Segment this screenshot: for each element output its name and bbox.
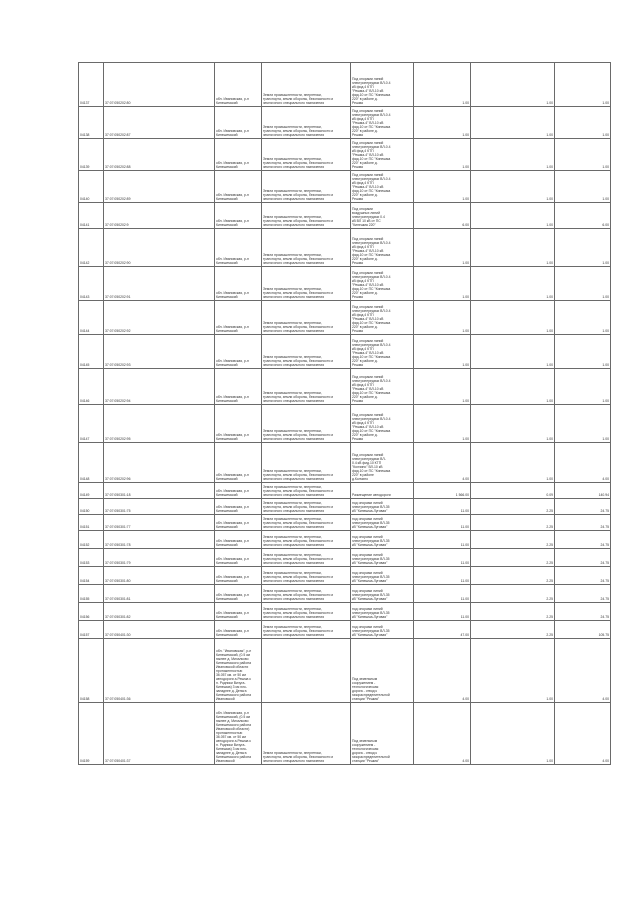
area-value: 1.00 [414,405,471,443]
cadastral-number: 37:07:050202:96 [104,443,215,483]
cadastral-number: 37:07:050202:92 [104,301,215,335]
record-number: 04147 [79,405,104,443]
total-value: 24.75 [555,549,611,567]
address: обл. Ивановская, р-н Кинешемский [215,603,262,621]
total-value: 1.00 [555,335,611,369]
record-number: 04150 [79,499,104,515]
rate-value: 2.25 [471,549,555,567]
permitted-use: под опорами линий электропередачи ВЛ-35 кВ "Кинешма-Луговая" [351,549,414,567]
cadastral-number: 37:07:050202:91 [104,267,215,301]
address: обл. Ивановская, р-н Кинешемский [215,171,262,203]
cadastral-number: 37:07:050202:87 [104,107,215,139]
cadastral-number: 37:07:050202:88 [104,139,215,171]
total-value: 1.00 [555,267,611,301]
record-number: 04158 [79,639,104,703]
address: обл. "Ивановская", р-н Кинешемский, (0.5 км южнее д. Михалково Кинешемского района Ивановской области протяженностью 36.057 км. от 50 км автодороги а.Решма к п. Родники Вичуга- Кинешма) 3 км юго- западнее д. Деньга Кинешемского района Ивановской [215,639,262,703]
rate-value: 1.00 [471,203,555,229]
total-value: 24.75 [555,515,611,531]
area-value: 1.00 [414,139,471,171]
rate-value: 1.00 [471,405,555,443]
land-category: Земли промышленности, энергетики, транспорта, земли обороны, безопасности и земли иного специального назначения [262,585,351,603]
area-value: 4.00 [414,443,471,483]
land-category: Земли промышленности, энергетики, транспорта, земли обороны, безопасности и земли иного специального назначения [262,443,351,483]
land-category: Земли промышленности, энергетики, транспорта, земли обороны, безопасности и земли иного специального назначения [262,171,351,203]
rate-value: 1.00 [471,639,555,703]
land-category: Земли промышленности, энергетики, транспорта, земли обороны, безопасности и земли иного специального назначения [262,567,351,585]
cadastral-number: 37:07:050301:82 [104,603,215,621]
cadastral-number: 37:07:050301:80 [104,567,215,585]
area-value: 47.00 [414,621,471,639]
table-row [79,515,611,531]
permitted-use: Под опорами линий электропередачи ВЛ-0.4 кВ фид.4 КТП "Решма-4" ВЛ-10 кВ фид.10 от ПС "Кинешма 220" в районе д. Решма [351,335,414,369]
permitted-use: Под земельным сооружением - технологическая дорога - отвод к газораспределительной станции "Решма" [351,703,414,765]
cadastral-number: 37:07:050301:75 [104,499,215,515]
permitted-use: под опорами линий электропередачи ВЛ-35 кВ "Кинешма-Луговая" [351,603,414,621]
record-number: 04149 [79,483,104,499]
land-category: Земли промышленности, энергетики, транспорта, земли обороны, безопасности и земли иного специального назначения [262,531,351,549]
permitted-use: Под опорами линий электропередачи ВЛ-0.4 кВ фид.4 КТП "Решма-4" ВЛ-10 кВ фид.10 от ПС "Кинешма 220" в районе д. Решма [351,63,414,107]
total-value: 1.00 [555,301,611,335]
record-number: 04138 [79,107,104,139]
land-category: Земли промышленности, энергетики, транспорта, земли обороны, безопасности и земли иного специального назначения [262,203,351,229]
table-row [79,585,611,603]
address: обл. Ивановская, р-н Кинешемский [215,483,262,499]
rate-value: 1.00 [471,107,555,139]
cadastral-number: 37:07:050202:94 [104,369,215,405]
area-value: 1.00 [414,267,471,301]
table-row [79,567,611,585]
rate-value: 2.25 [471,621,555,639]
table-row [79,443,611,483]
address: обл. Ивановская, р-н Кинешемский [215,107,262,139]
cadastral-number: 37:07:050202:9 [104,203,215,229]
land-category: Земли промышленности, энергетики, транспорта, земли обороны, безопасности и земли иного специального назначения [262,369,351,405]
record-number: 04151 [79,515,104,531]
address: обл. Ивановская, р-н Кинешемский [215,267,262,301]
permitted-use: под опорами линий электропередачи ВЛ-35 кВ "Кинешма-Луговая" [351,585,414,603]
area-value: 11.00 [414,515,471,531]
land-category: Земли промышленности, энергетики, транспорта, земли обороны, безопасности и земли иного специального назначения [262,335,351,369]
land-category: Земли промышленности, энергетики, транспорта, земли обороны, безопасности и земли иного специального назначения [262,499,351,515]
area-value: 11.00 [414,567,471,585]
permitted-use: Под опорами линий электропередачи ВЛ-0.4 кВ фид.4 КТП "Решма-4" ВЛ-10 кВ фид.10 от ПС "Кинешма 220" в районе д. Решма [351,301,414,335]
area-value: 1.00 [414,301,471,335]
table-row [79,639,611,703]
total-value: 1.00 [555,63,611,107]
address: обл. Ивановская, р-н Кинешемский [215,567,262,585]
cadastral-number: 37:07:050202:90 [104,229,215,267]
record-number: 04148 [79,443,104,483]
area-value: 4.00 [414,703,471,765]
land-category: Земли промышленности, энергетики, транспорта, земли обороны, безопасности и земли иного специального назначения [262,229,351,267]
address: обл. Ивановская, р-н Кинешемский [215,301,262,335]
cadastral-number: 37:07:050401:36 [104,639,215,703]
land-category: Земли промышленности, энергетики, транспорта, земли обороны, безопасности и земли иного специального назначения [262,267,351,301]
record-number: 04144 [79,301,104,335]
record-number: 04159 [79,703,104,765]
total-value: 4.00 [555,703,611,765]
table-row [79,703,611,765]
total-value: 4.00 [555,639,611,703]
table-row [79,229,611,267]
land-category: Земли промышленности, энергетики, транспорта, земли обороны, безопасности и земли иного специального назначения [262,703,351,765]
record-number: 04156 [79,603,104,621]
table-row [79,499,611,515]
record-number: 04137 [79,63,104,107]
cadastral-number: 37:07:050202:93 [104,335,215,369]
record-number: 04142 [79,229,104,267]
permitted-use: Под земельным сооружением - технологическая дорога - отвод к газораспределительной станции "Решма" [351,639,414,703]
total-value: 24.75 [555,603,611,621]
total-value: 1.00 [555,171,611,203]
land-category: Земли промышленности, энергетики, транспорта, земли обороны, безопасности и земли иного специального назначения [262,63,351,107]
land-category: Земли промышленности, энергетики, транспорта, земли обороны, безопасности и земли иного специального назначения [262,139,351,171]
area-value: 11.00 [414,531,471,549]
permitted-use: Под опорами линий электропередачи ВЛ-0.4 кВ фид.4 КТП "Решма-4" ВЛ-10 кВ фид.10 от ПС "Кинешма 220" в районе д. Решма [351,171,414,203]
table-row [79,63,611,107]
land-category: Земли промышленности, энергетики, транспорта, земли обороны, безопасности и земли иного специального назначения [262,483,351,499]
cadastral-number: 37:07:050301:18 [104,483,215,499]
permitted-use: под опорами линий электропередачи ВЛ-35 кВ "Кинешма-Луговая" [351,515,414,531]
permitted-use: Размещение автодороги [351,483,414,499]
record-number: 04141 [79,203,104,229]
table-row [79,267,611,301]
address: обл. Ивановская, р-н Кинешемский [215,405,262,443]
land-category: Земли промышленности, энергетики, транспорта, земли обороны, безопасности и земли иного специального назначения [262,621,351,639]
table-row [79,531,611,549]
rate-value: 1.00 [471,171,555,203]
area-value: 1.00 [414,107,471,139]
record-number: 04152 [79,531,104,549]
area-value: 1 566.00 [414,483,471,499]
permitted-use: Под опорами линий электропередачи ВЛ-0.4 кВ фид.4 КТП "Решма-4" ВЛ-10 кВ фид.10 от ПС "Кинешма 220" в районе д. Решма [351,139,414,171]
address: обл. Ивановская, р-н Кинешемский [215,139,262,171]
permitted-use: Под опорами линий электропередачи ВЛ-0.4 кВ фид.4 КТП "Решма-4" ВЛ-10 кВ фид.10 от ПС "Кинешма 220" в районе д. Решма [351,267,414,301]
land-register-table [78,62,611,765]
table-row [79,369,611,405]
table-row [79,621,611,639]
address: обл. Ивановская, р-н Кинешемский, (0.5 км южнее д. Михалково Кинешемского района Ивановской области) протяженностью 36.057 км. от 50 км автодороги а.Решма к п. Родники Вичуга- Кинешма) 3 км юго- западнее д. Деньга Кинешемского района Ивановской [215,703,262,765]
total-value: 4.00 [555,443,611,483]
land-category [262,639,351,703]
area-value: 11.00 [414,585,471,603]
permitted-use: под опорами линий электропередачи ВЛ-35 кВ "Кинешма-Луговая" [351,499,414,515]
total-value: 1.00 [555,405,611,443]
area-value: 6.00 [414,203,471,229]
land-category: Земли промышленности, энергетики, транспорта, земли обороны, безопасности и земли иного специального назначения [262,107,351,139]
cadastral-number: 37:07:050301:81 [104,585,215,603]
address: обл. Ивановская, р-н Кинешемский [215,229,262,267]
area-value: 1.00 [414,335,471,369]
record-number: 04157 [79,621,104,639]
area-value: 11.00 [414,549,471,567]
record-number: 04146 [79,369,104,405]
address: обл. Ивановская, р-н Кинешемский [215,585,262,603]
permitted-use: Под опорами линий электропередачи ВЛ-0.4 кВ фид.4 КТП "Решма-4" ВЛ-10 кВ фид.10 от ПС "Кинешма 220" в районе д. Решма [351,369,414,405]
address: обл. Ивановская, р-н Кинешемский [215,443,262,483]
land-category: Земли промышленности, энергетики, транспорта, земли обороны, безопасности и земли иного специального назначения [262,405,351,443]
permitted-use: Под опорами линий электропередачи ВЛ- 0.4 кВ фид.10 КТП "Колчино" ВЛ-10 кВ фид.10 от ПС "Кинешма 220" в районе д.Колчино [351,443,414,483]
record-number: 04145 [79,335,104,369]
table-row [79,483,611,499]
total-value: 1.00 [555,369,611,405]
address: обл. Ивановская, р-н Кинешемский [215,203,262,229]
total-value: 24.75 [555,585,611,603]
table-body [79,63,611,765]
permitted-use: под опорами линий электропередачи ВЛ-35 кВ "Кинешма-Луговая" [351,621,414,639]
address: обл. Ивановская, р-н Кинешемский [215,621,262,639]
permitted-use: Под опорами линий электропередачи ВЛ-0.4 кВ фид.4 КТП "Решма-4" ВЛ-10 кВ фид.10 от ПС "Кинешма 220" в районе д. Решма [351,107,414,139]
cadastral-number: 37:07:050202:89 [104,171,215,203]
record-number: 04154 [79,567,104,585]
land-category: Земли промышленности, энергетики, транспорта, земли обороны, безопасности и земли иного специального назначения [262,549,351,567]
rate-value: 1.00 [471,703,555,765]
rate-value: 1.00 [471,335,555,369]
total-value: 24.75 [555,499,611,515]
rate-value: 1.00 [471,369,555,405]
area-value: 1.00 [414,63,471,107]
rate-value: 1.00 [471,63,555,107]
cadastral-number: 37:07:050301:78 [104,531,215,549]
area-value: 1.00 [414,171,471,203]
table-row [79,549,611,567]
rate-value: 0.09 [471,483,555,499]
area-value: 1.00 [414,369,471,405]
total-value: 6.00 [555,203,611,229]
table-row [79,171,611,203]
table-row [79,203,611,229]
record-number: 04155 [79,585,104,603]
table-row [79,335,611,369]
permitted-use: Под опорами линий электропередачи ВЛ-0.4 кВ фид.4 КТП "Решма-4" ВЛ-10 кВ фид.10 от ПС "Кинешма 220" в районе д. Решма [351,229,414,267]
cadastral-number: 37:07:050301:77 [104,515,215,531]
table-row [79,107,611,139]
land-category: Земли промышленности, энергетики, транспорта, земли обороны, безопасности и земли иного специального назначения [262,515,351,531]
cadastral-number: 37:07:050202:80 [104,63,215,107]
cadastral-number: 37:07:050202:95 [104,405,215,443]
address: обл. Ивановская, р-н Кинешемский [215,335,262,369]
record-number: 04140 [79,171,104,203]
address: обл. Ивановская, р-н Кинешемский [215,531,262,549]
table-row [79,139,611,171]
record-number: 04143 [79,267,104,301]
table-row [79,603,611,621]
rate-value: 2.25 [471,515,555,531]
permitted-use: Под опорами воздушных линий электропередачи 0.4 кВ ВЛ 10 кВ от ПС "Кинешма 220" [351,203,414,229]
total-value: 1.00 [555,107,611,139]
total-value: 140.94 [555,483,611,499]
address: обл. Ивановская, р-н Кинешемский [215,369,262,405]
permitted-use: под опорами линий электропередачи ВЛ-35 кВ "Кинешма-Луговая" [351,567,414,585]
permitted-use: Под опорами линий электропередачи ВЛ-0.4 кВ фид.4 КТП "Решма-4" ВЛ-10 кВ фид.10 от ПС "Кинешма 220" в районе д. Решма [351,405,414,443]
rate-value: 1.00 [471,139,555,171]
rate-value: 2.25 [471,499,555,515]
area-value: 11.00 [414,499,471,515]
record-number: 04153 [79,549,104,567]
address: обл. Ивановская, р-н Кинешемский [215,499,262,515]
land-category: Земли промышленности, энергетики, транспорта, земли обороны, безопасности и земли иного специального назначения [262,603,351,621]
area-value: 1.00 [414,229,471,267]
area-value: 11.00 [414,603,471,621]
total-value: 24.75 [555,531,611,549]
total-value: 24.75 [555,567,611,585]
rate-value: 2.25 [471,531,555,549]
total-value: 1.00 [555,229,611,267]
cadastral-number: 37:07:050401:37 [104,703,215,765]
rate-value: 1.00 [471,267,555,301]
cadastral-number: 37:07:050301:79 [104,549,215,567]
table-row [79,405,611,443]
total-value: 1.00 [555,139,611,171]
land-category: Земли промышленности, энергетики, транспорта, земли обороны, безопасности и земли иного специального назначения [262,301,351,335]
address: обл. Ивановская, р-н Кинешемский [215,549,262,567]
rate-value: 2.25 [471,603,555,621]
rate-value: 2.25 [471,585,555,603]
cadastral-number: 37:07:050401:30 [104,621,215,639]
rate-value: 1.00 [471,443,555,483]
address: обл. Ивановская, р-н Кинешемский [215,63,262,107]
rate-value: 1.00 [471,229,555,267]
address: обл. Ивановская, р-н Кинешемский [215,515,262,531]
rate-value: 1.00 [471,301,555,335]
area-value: 4.00 [414,639,471,703]
total-value: 105.75 [555,621,611,639]
rate-value: 2.25 [471,567,555,585]
record-number: 04139 [79,139,104,171]
permitted-use: под опорами линий электропередачи ВЛ-35 кВ "Кинешма-Луговая" [351,531,414,549]
table-row [79,301,611,335]
